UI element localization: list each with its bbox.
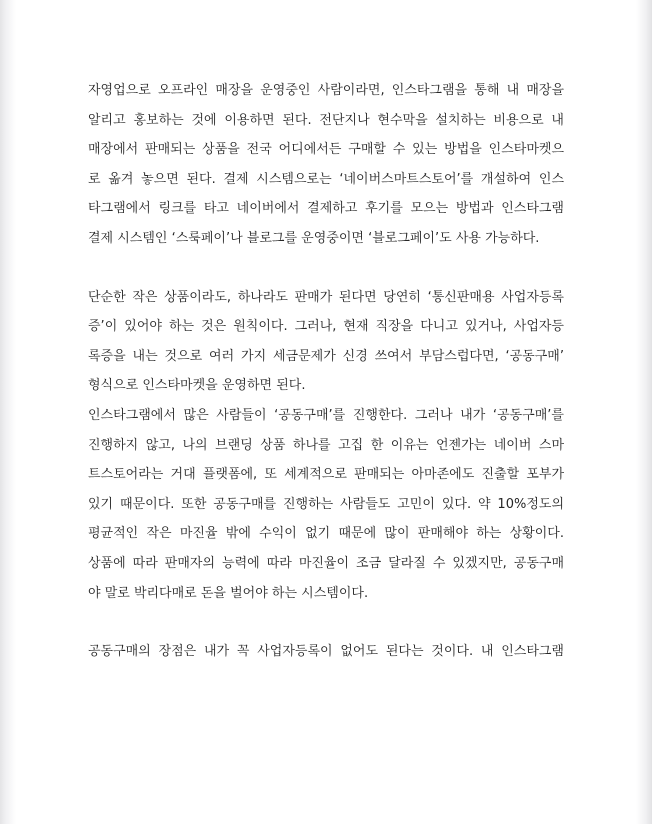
text-line: 타그램에서 링크를 타고 네이버에서 결제하고 후기를 모으는 방법과 인스타그램: [88, 201, 564, 217]
text-line: 알리고 홍보하는 것에 이용하면 된다. 전단지나 현수막을 설치하는 비용으로 내: [88, 112, 564, 128]
text-line: 매장에서 판매되는 상품을 전국 어디에서든 구매할 수 있는 방법을 인스타마켓으: [88, 142, 564, 158]
paragraph-business-registration: [88, 283, 564, 401]
paragraph-group-buying-advantage: [88, 637, 564, 667]
text-line: 야 말로 박리다매로 돈을 벌어야 하는 시스템이다.: [88, 585, 369, 601]
paragraph-self-employed-store: [88, 76, 564, 254]
paragraph-spacer: [88, 608, 564, 637]
text-line: 평균적인 작은 마진율 밖에 수익이 없기 때문에 많이 판매해야 하는 상황이다.: [88, 526, 564, 542]
paragraph-group-buying: [88, 401, 564, 608]
text-line: 결제 시스템인 ‘스룩페이’나 블로그를 운영중이면 ‘블로그페이’도 사용 가능하다.: [88, 230, 540, 246]
paragraph-spacer: [88, 254, 564, 283]
text-line: 증’이 있어야 하는 것은 원칙이다. 그러나, 현재 직장을 다니고 있거나, 사업자등: [88, 319, 564, 335]
text-line: 상품에 따라 판매자의 능력에 따라 마진율이 조금 달라질 수 있겠지만, 공동구매: [88, 555, 564, 571]
text-line: 있기 때문이다. 또한 공동구매를 진행하는 사람들도 고민이 있다. 약 10%정도의: [88, 496, 564, 512]
text-line: 록증을 내는 것으로 여러 가지 세금문제가 신경 쓰여서 부담스럽다면, ‘공동구매’: [88, 348, 564, 364]
text-line: 진행하지 않고, 나의 브랜딩 상품 하나를 고집 한 이유는 언젠가는 네이버 스마: [88, 437, 564, 453]
text-line: 형식으로 인스타마켓을 운영하면 된다.: [88, 378, 306, 394]
text-line: 트스토어라는 거대 플랫폼에, 또 세계적으로 판매되는 아마존에도 진출할 포부가: [88, 467, 564, 483]
text-line: 인스타그램에서 많은 사람들이 ‘공동구매’를 진행한다. 그러나 내가 ‘공동구매’를: [88, 407, 564, 423]
text-line: 단순한 작은 상품이라도, 하나라도 판매가 된다면 당연히 ‘통신판매용 사업자등록: [88, 289, 564, 305]
text-line: 공동구매의 장점은 내가 꼭 사업자등록이 없어도 된다는 것이다. 내 인스타그램: [88, 644, 564, 660]
document-body: [88, 76, 564, 667]
text-line: 로 옮겨 놓으면 된다. 결제 시스템으로는 ‘네이버스마트스토어’를 개설하여 인스: [88, 171, 564, 187]
text-line: 자영업으로 오프라인 매장을 운영중인 사람이라면, 인스타그램을 통해 내 매장을: [88, 83, 564, 98]
